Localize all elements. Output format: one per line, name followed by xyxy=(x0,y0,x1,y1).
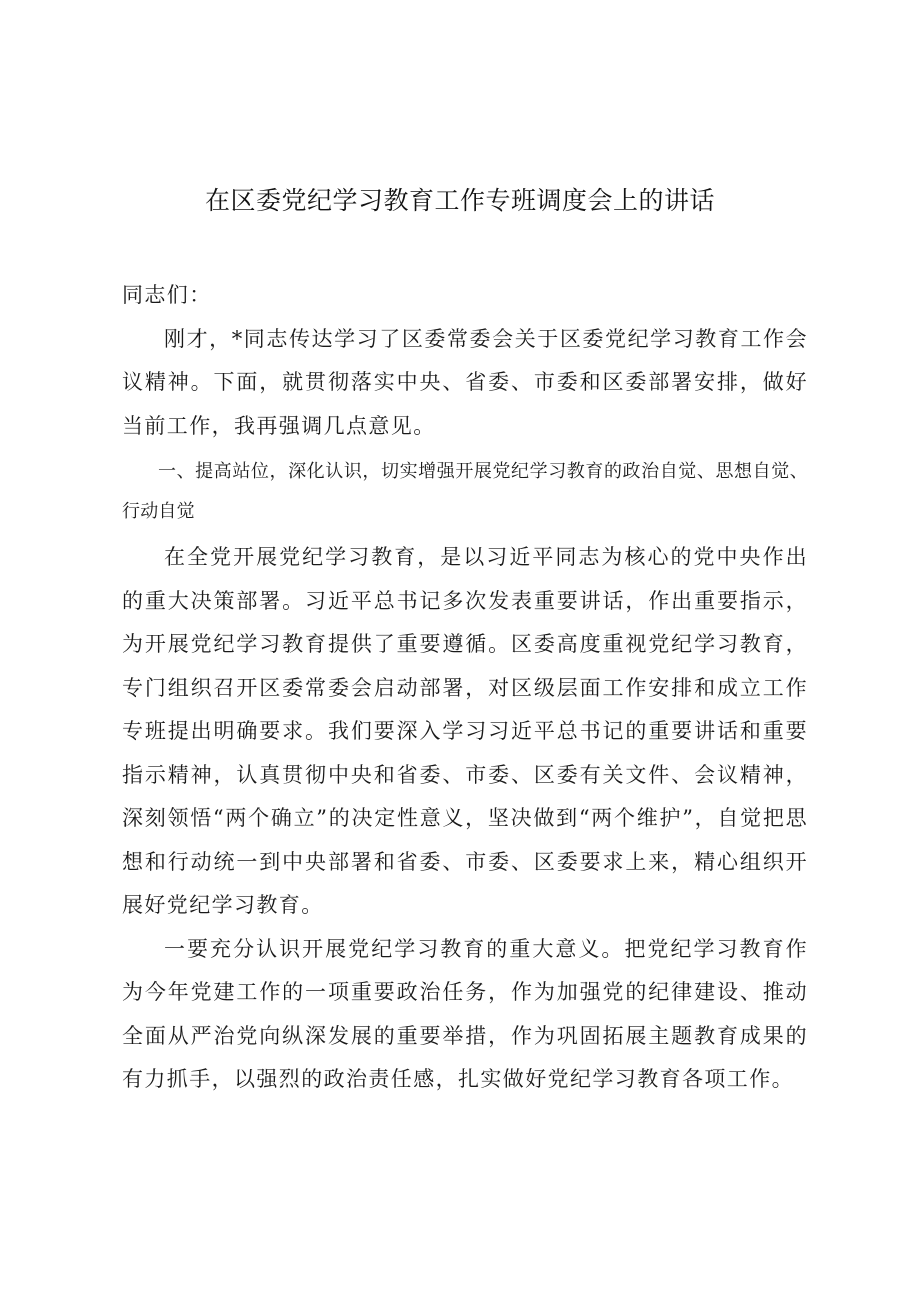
document-body xyxy=(122,274,808,1102)
body-paragraph: 在全党开展党纪学习教育，是以习近平同志为核心的党中央作出的重大决策部署。习近平总书记多次发表重要讲话，作出重要指示，为开展党纪学习教育提供了重要遵循。区委高度重视党纪学习教育，专门组织召开区委常委会启动部署，对区级层面工作安排和成立工作专班提出明确要求。我们要深入学习习近平总书记的重要讲话和重要指示精神，认真贯彻中央和省委、市委、区委有关文件、会议精神，深刻领悟“两个确立”的决定性意义，坚决做到“两个维护”，自觉把思想和行动统一到中央部署和省委、市委、区委要求上来，精心组织开展好党纪学习教育。 xyxy=(122,545,808,917)
intro-paragraph: 刚才，*同志传达学习了区委常委会关于区委党纪学习教育工作会议精神。下面，就贯彻落实中央、省委、市委和区委部署安排，做好当前工作，我再强调几点意见。 xyxy=(122,326,808,438)
salutation: 同志们： xyxy=(122,283,212,307)
section-heading: 一、提高站位，深化认识，切实增强开展党纪学习教育的政治自觉、思想自觉、行动自觉 xyxy=(122,461,808,522)
document-title: 在区委党纪学习教育工作专班调度会上的讲话 xyxy=(204,186,715,215)
body-paragraph: 一要充分认识开展党纪学习教育的重大意义。把党纪学习教育作为今年党建工作的一项重要政治任务，作为加强党的纪律建设、推动全面从严治党向纵深发展的重要举措，作为巩固拓展主题教育成果的有力抓手，以强烈的政治责任感，扎实做好党纪学习教育各项工作。 xyxy=(122,936,808,1091)
